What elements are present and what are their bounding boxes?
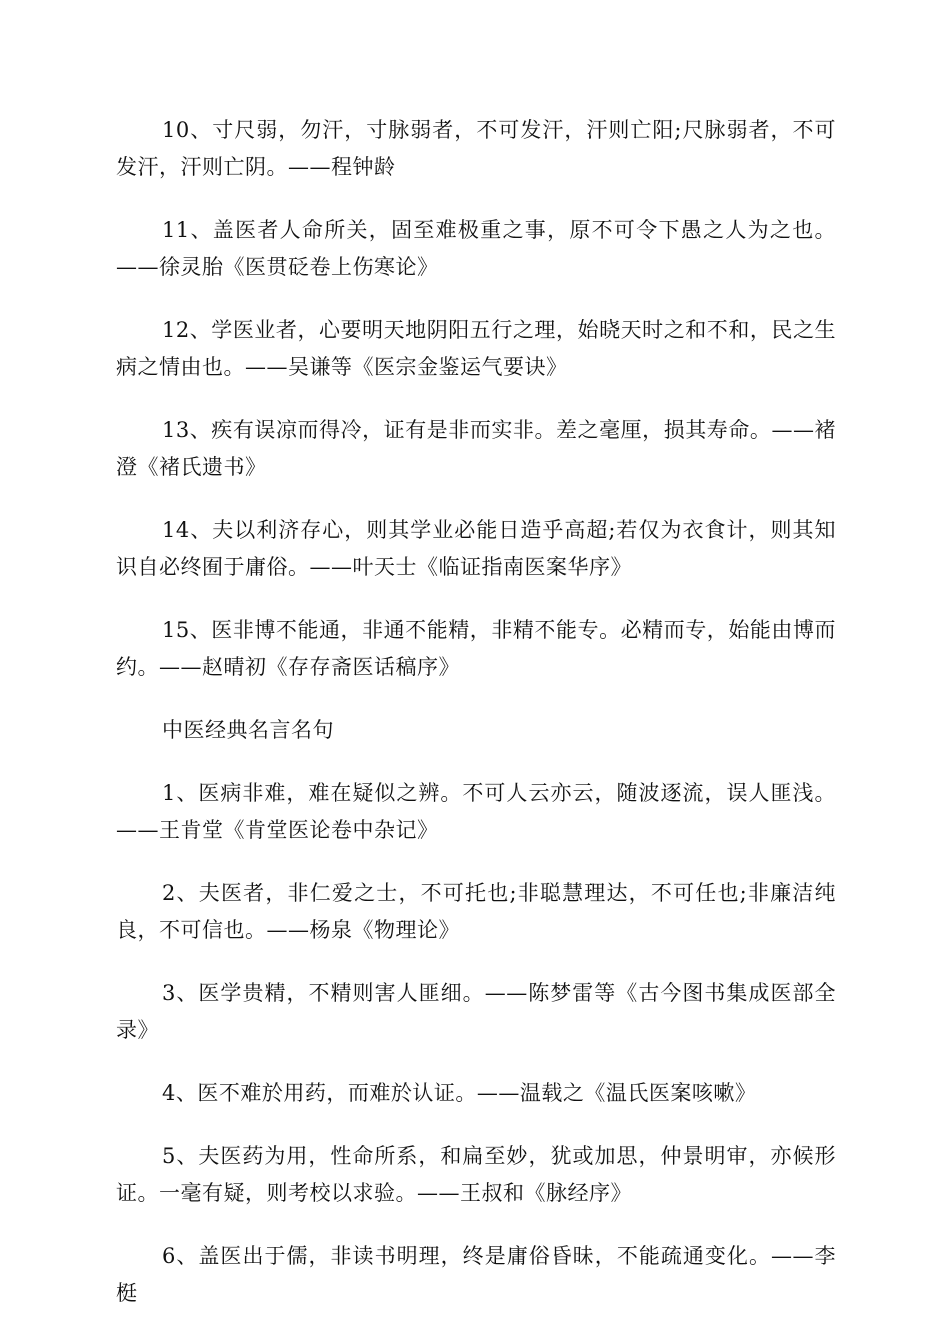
quote-paragraph-12: 12、学医业者，心要明天地阴阳五行之理，始晓天时之和不和，民之生病之情由也。——吴谦等《医宗金鉴运气要诀》 [116,318,836,379]
quote-paragraph-13: 13、疾有误凉而得冷，证有是非而实非。差之毫厘，损其寿命。——褚澄《褚氏遗书》 [116,418,836,479]
quote-paragraph-15: 15、医非博不能通，非通不能精，非精不能专。必精而专，始能由博而约。——赵晴初《存存斋医话稿序》 [116,618,836,679]
quote-paragraph-3: 3、医学贵精，不精则害人匪细。——陈梦雷等《古今图书集成医部全录》 [116,981,836,1042]
quote-paragraph-4: 4、医不难於用药，而难於认证。——温载之《温氏医案咳嗽》 [162,1081,757,1105]
quote-paragraph-11: 11、盖医者人命所关，固至难极重之事，原不可令下愚之人为之也。——徐灵胎《医贯砭卷上伤寒论》 [116,218,836,279]
document-page [116,112,836,1338]
quote-paragraph-1: 1、医病非难，难在疑似之辨。不可人云亦云，随波逐流，误人匪浅。——王肯堂《肯堂医论卷中杂记》 [116,781,836,842]
quote-paragraph-14: 14、夫以利济存心，则其学业必能日造乎高超;若仅为衣食计，则其知识自必终囿于庸俗。——叶天士《临证指南医案华序》 [116,518,836,579]
quote-paragraph-5: 5、夫医药为用，性命所系，和扁至妙，犹或加思，仲景明审，亦候形证。一毫有疑，则考校以求验。——王叔和《脉经序》 [116,1144,836,1205]
quote-paragraph-10: 10、寸尺弱，勿汗，寸脉弱者，不可发汗，汗则亡阳;尺脉弱者，不可发汗，汗则亡阴。——程钟龄 [116,118,836,179]
section-heading: 中医经典名言名句 [162,718,334,742]
quote-paragraph-2: 2、夫医者，非仁爱之士，不可托也;非聪慧理达，不可任也;非廉洁纯良，不可信也。——杨泉《物理论》 [116,881,836,942]
quote-paragraph-6: 6、盖医出于儒，非读书明理，终是庸俗昏昧，不能疏通变化。——李梃 [116,1244,836,1305]
